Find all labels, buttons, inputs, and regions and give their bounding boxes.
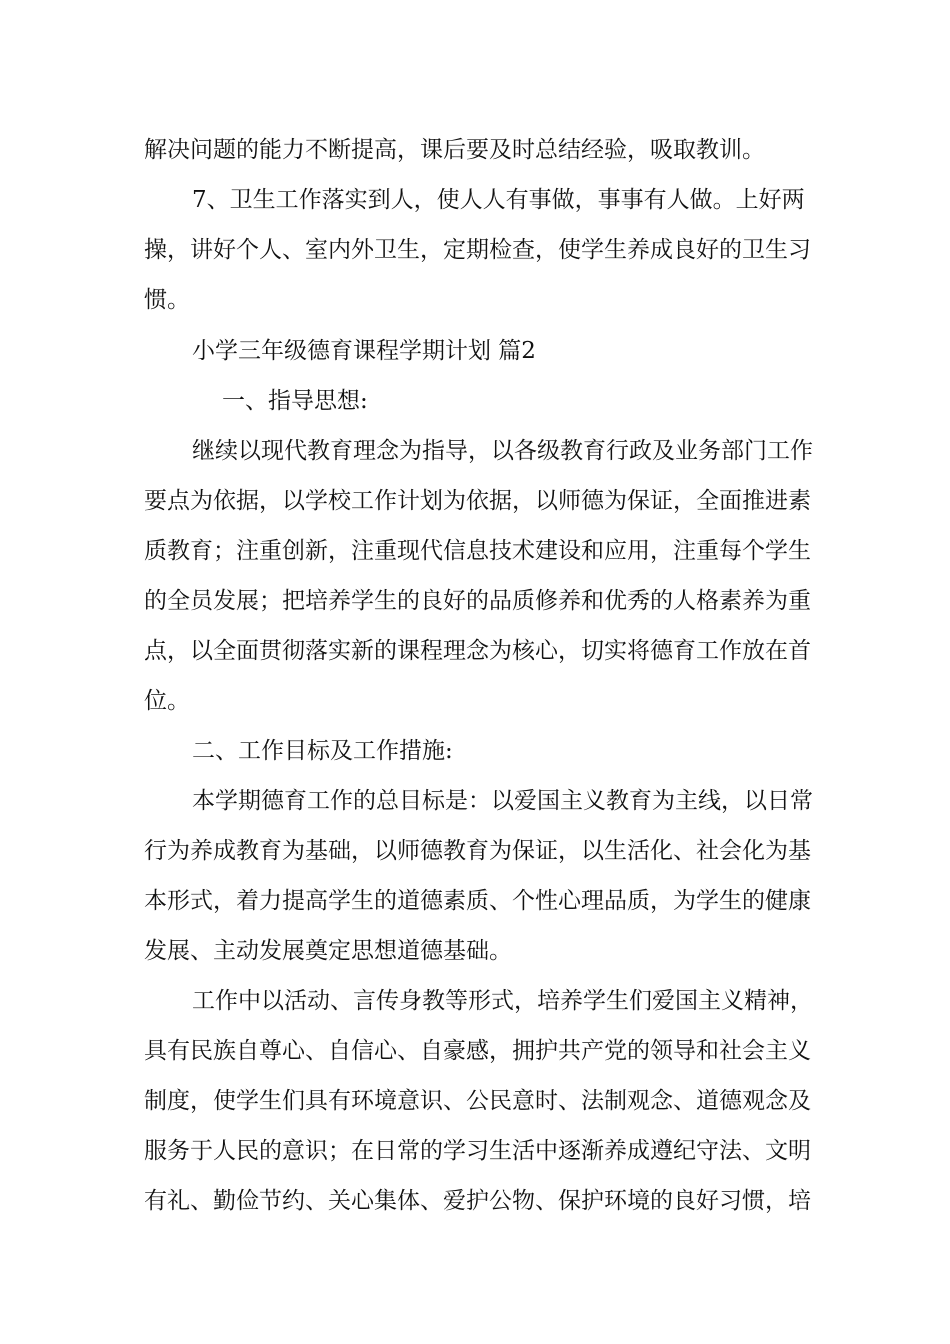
- text-line: 要点为依据，以学校工作计划为依据，以师德为保证，全面推进素: [144, 488, 811, 514]
- text-line: 的全员发展；把培养学生的良好的品质修养和优秀的人格素养为重: [144, 588, 811, 614]
- text-line: 7、卫生工作落实到人，使人人有事做，事事有人做。上好两: [192, 187, 805, 213]
- text-line: 服务于人民的意识；在日常的学习生活中逐渐养成遵纪守法、文明: [144, 1138, 811, 1164]
- text-line: 本学期德育工作的总目标是：以爱国主义教育为主线，以日常: [192, 788, 813, 814]
- text-line: 质教育；注重创新，注重现代信息技术建设和应用，注重每个学生: [144, 538, 811, 564]
- text-line: 点，以全面贯彻落实新的课程理念为核心，切实将德育工作放在首: [144, 638, 811, 664]
- text-line: 工作中以活动、言传身教等形式，培养学生们爱国主义精神，: [192, 988, 813, 1014]
- text-line: 发展、主动发展奠定思想道德基础。: [144, 938, 512, 964]
- text-line: 制度，使学生们具有环境意识、公民意时、法制观念、道德观念及: [144, 1088, 811, 1114]
- subsection-heading: 二、工作目标及工作措施:: [192, 738, 453, 764]
- text-line: 解决问题的能力不断提高，课后要及时总结经验，吸取教训。: [144, 137, 765, 163]
- text-line: 有礼、勤俭节约、关心集体、爱护公物、保护环境的良好习惯，培: [144, 1188, 811, 1214]
- text-line: 行为养成教育为基础，以师德教育为保证，以生活化、社会化为基: [144, 838, 811, 864]
- text-line: 操，讲好个人、室内外卫生，定期检查，使学生养成良好的卫生习: [144, 237, 811, 263]
- text-line: 本形式，着力提高学生的道德素质、个性心理品质，为学生的健康: [144, 888, 811, 914]
- text-line: 位。: [144, 688, 190, 714]
- subsection-heading: 一、指导思想:: [222, 388, 368, 414]
- text-line: 惯。: [144, 287, 190, 313]
- text-line: 具有民族自尊心、自信心、自豪感，拥护共产党的领导和社会主义: [144, 1038, 811, 1064]
- section-heading: 小学三年级德育课程学期计划 篇2: [192, 338, 536, 364]
- text-line: 继续以现代教育理念为指导，以各级教育行政及业务部门工作: [192, 438, 813, 464]
